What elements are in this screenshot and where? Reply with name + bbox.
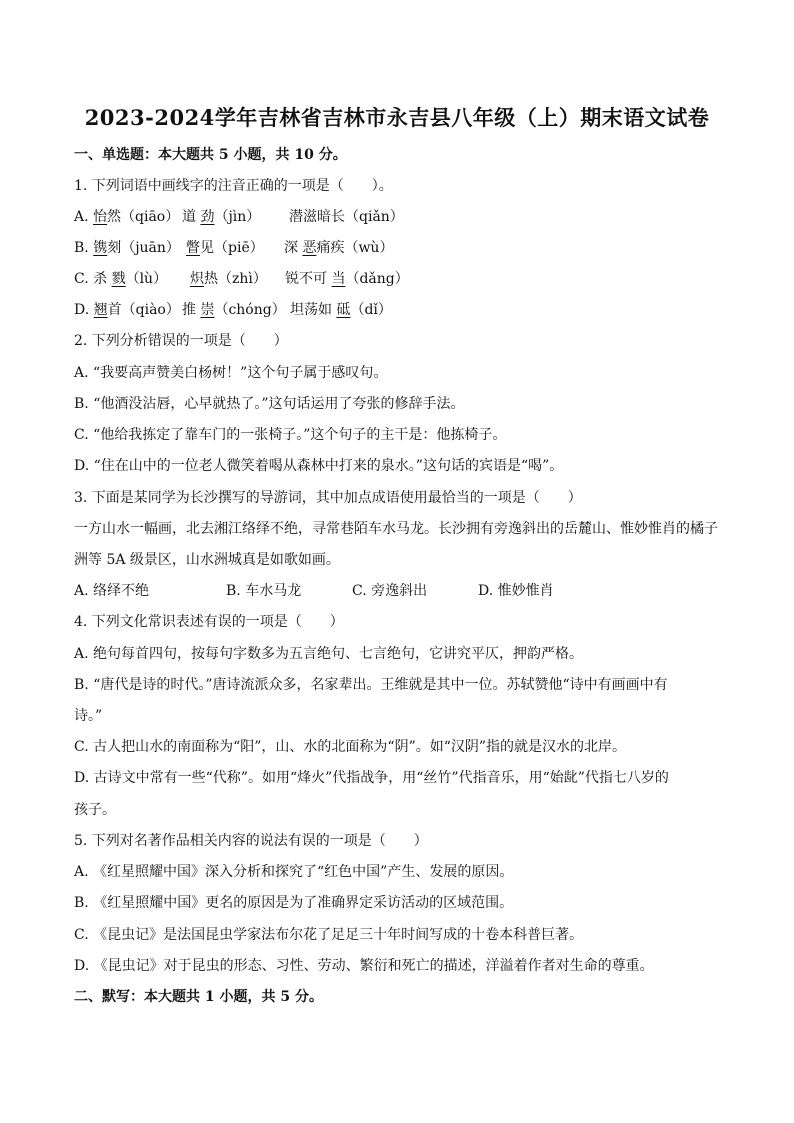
q5-stem: 5. 下列对名著作品相关内容的说法有误的一项是（ ） xyxy=(74,833,428,849)
q1-a-underlined-1: 怡 xyxy=(93,209,108,225)
q1-stem: 1. 下列词语中画线字的注音正确的一项是（ ）。 xyxy=(74,178,393,194)
q1-b-text-2: 见（piē） xyxy=(200,240,264,256)
q3-passage-line-2: 洲等 5A 级景区，山水洲城真是如歌如画。 xyxy=(74,552,340,568)
q3-option-a: A. 络绎不绝 xyxy=(74,583,150,599)
q1-c-underlined-2: 炽 xyxy=(190,271,204,287)
q1-option-b-word3 xyxy=(284,239,393,257)
q1-c-text-4: （dǎng） xyxy=(345,271,409,287)
q1-option-b xyxy=(74,239,180,257)
q1-c-text-1: （lù） xyxy=(125,271,168,287)
q1-a-text-2: 道 xyxy=(182,209,201,225)
q1-option-a-word3: 潜滋暗长（qiǎn） xyxy=(289,209,404,225)
q1-a-text-3: （jìn） xyxy=(214,209,261,225)
q4-option-b-line-2: 诗。” xyxy=(74,708,103,724)
q1-d-underlined-2: 崇 xyxy=(200,302,215,318)
q1-b-underlined-1: 镌 xyxy=(93,240,108,256)
q1-b-underlined-3: 恶 xyxy=(302,240,317,256)
q1-d-text-5: （dǐ） xyxy=(350,302,392,318)
q2-option-b: B. “他酒没沾唇，心早就热了。”这句话运用了夸张的修辞手法。 xyxy=(74,396,465,412)
q1-b-text-3: 深 xyxy=(284,240,303,256)
q1-a-text-1: 然（qiāo） xyxy=(107,209,180,225)
q3-option-c: C. 旁逸斜出 xyxy=(352,583,428,599)
q2-option-c: C. “他给我拣定了靠车门的一张椅子。”这个句子的主干是：他拣椅子。 xyxy=(74,427,507,443)
q1-a-underlined-2: 劲 xyxy=(200,209,215,225)
q1-c-underlined-1: 戮 xyxy=(111,271,126,287)
section-1-heading: 一、单选题：本大题共 5 小题，共 10 分。 xyxy=(74,147,347,163)
q1-c-text-3: 锐不可 xyxy=(285,271,332,287)
q1-d-text-1: 首（qiào） xyxy=(107,302,180,318)
q5-option-b: B. 《红星照耀中国》更名的原因是为了准确界定采访活动的区域范围。 xyxy=(74,895,514,911)
q1-a-prefix: A. xyxy=(74,209,94,225)
q1-c-prefix: C. 杀 xyxy=(74,271,112,287)
q3-option-b: B. 车水马龙 xyxy=(226,583,302,599)
q1-d-prefix: D. xyxy=(74,302,94,318)
q2-option-d: D. “住在山中的一位老人微笑着喝从森林中打来的泉水。”这句话的宾语是“喝”。 xyxy=(74,458,564,474)
q1-d-text-3: （chóng） xyxy=(214,302,286,318)
q2-stem: 2. 下列分析错误的一项是（ ） xyxy=(74,333,288,349)
q1-option-c-word2 xyxy=(190,270,267,288)
q1-b-prefix: B. xyxy=(74,240,94,256)
q4-option-a: A. 绝句每首四句，按每句字数多为五言绝句、七言绝句，它讲究平仄，押韵严格。 xyxy=(74,646,584,662)
q1-option-b-word2 xyxy=(186,239,264,257)
q1-c-text-2: 热（zhì） xyxy=(204,271,267,287)
q3-passage-line-1: 一方山水一幅画，北去湘江络绎不绝，寻常巷陌车水马龙。长沙拥有旁逸斜出的岳麓山、惟妙惟肖的橘子 xyxy=(74,521,718,537)
q1-option-d-word2 xyxy=(182,301,286,319)
q1-option-a-word2 xyxy=(182,208,260,226)
q4-option-b-line-1: B. “唐代是诗的时代。”唐诗流派众多，名家辈出。王维就是其中一位。苏轼赞他“诗中有画画中有 xyxy=(74,677,668,693)
q1-b-text-4: 痛疾（wù） xyxy=(316,240,394,256)
q1-b-text-1: 刻（juān） xyxy=(107,240,180,256)
q3-stem: 3. 下面是某同学为长沙撰写的导游词，其中加点成语使用最恰当的一项是（ ） xyxy=(74,490,582,506)
q4-stem: 4. 下列文化常识表述有误的一项是（ ） xyxy=(74,614,344,630)
q2-option-a: A. “我要高声赞美白杨树！”这个句子属于感叹句。 xyxy=(74,365,388,381)
q1-option-c xyxy=(74,270,167,288)
q5-option-a: A. 《红星照耀中国》深入分析和探究了“红色中国”产生、发展的原因。 xyxy=(74,864,514,880)
q1-option-d xyxy=(74,301,180,319)
q5-option-d: D. 《昆虫记》对于昆虫的形态、习性、劳动、繁衍和死亡的描述，洋溢着作者对生命的尊重。 xyxy=(74,958,654,974)
q1-d-underlined-1: 翘 xyxy=(93,302,108,318)
q3-option-d: D. 惟妙惟肖 xyxy=(478,583,554,599)
q1-option-a xyxy=(74,208,179,226)
q4-option-d-line-2: 孩子。 xyxy=(74,802,116,818)
q1-option-c-word3 xyxy=(285,270,409,288)
q1-d-text-2: 推 xyxy=(182,302,201,318)
page-title: 2023-2024学年吉林省吉林市永吉县八年级（上）期末语文试卷 xyxy=(84,105,710,130)
q5-option-c: C. 《昆虫记》是法国昆虫学家法布尔花了足足三十年时间写成的十卷本科普巨著。 xyxy=(74,927,584,943)
q1-option-d-word3 xyxy=(290,301,392,319)
q1-d-underlined-3: 砥 xyxy=(336,302,351,318)
q1-b-underlined-2: 瞥 xyxy=(186,240,200,256)
q4-option-d-line-1: D. 古诗文中常有一些“代称”。如用“烽火”代指战争，用“丝竹”代指音乐，用“始龀”代指七八岁的 xyxy=(74,770,669,786)
q1-d-text-4: 坦荡如 xyxy=(290,302,337,318)
section-2-heading: 二、默写：本大题共 1 小题，共 5 分。 xyxy=(74,989,323,1005)
q4-option-c: C. 古人把山水的南面称为“阳”，山、水的北面称为“阴”。如“汉阴”指的就是汉水的北岸。 xyxy=(74,739,627,755)
q1-c-underlined-3: 当 xyxy=(331,271,346,287)
